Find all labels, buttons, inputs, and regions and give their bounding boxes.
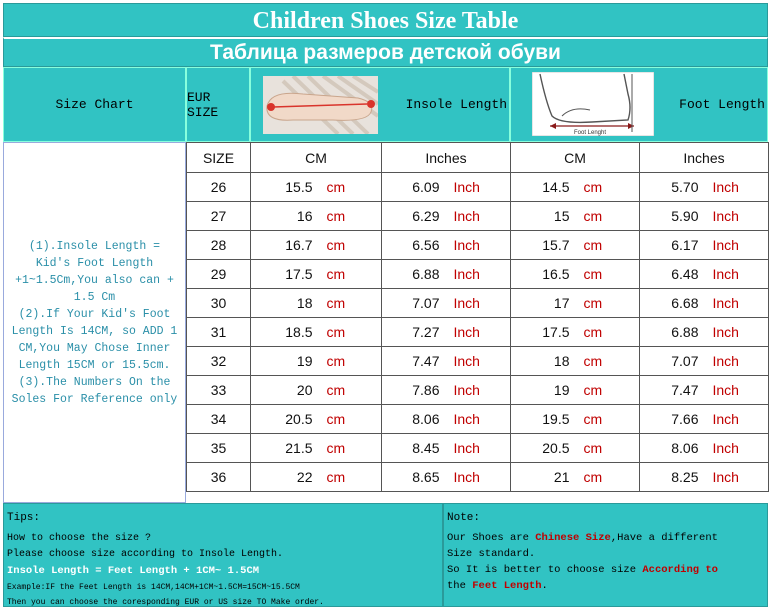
inch-unit: Inch — [446, 260, 511, 289]
insole-cm-value: 18 — [251, 289, 319, 318]
table-row — [187, 318, 769, 347]
cm-unit: cm — [576, 463, 640, 492]
page-title: Children Shoes Size Table — [3, 3, 768, 37]
inch-unit: Inch — [446, 318, 511, 347]
eur-size-header — [186, 67, 250, 142]
foot-inch-value: 5.90 — [640, 202, 705, 231]
size-cell: 34 — [187, 405, 251, 434]
inch-unit: Inch — [446, 463, 511, 492]
size-table — [186, 142, 769, 492]
insole-cm-value: 19 — [251, 347, 319, 376]
note-line: CM,You May Chose Inner — [18, 341, 171, 355]
insole-cm-value: 21.5 — [251, 434, 319, 463]
cm-unit: cm — [576, 405, 640, 434]
note-text: ,Have a different — [610, 532, 718, 544]
note-label: Note: — [447, 512, 481, 524]
insole-inch-value: 7.27 — [382, 318, 446, 347]
foot-inch-value: 6.88 — [640, 318, 705, 347]
note-line: Length Is 14CM, so ADD 1 — [11, 324, 178, 338]
cm-unit: cm — [319, 318, 382, 347]
insole-inch-value: 8.45 — [382, 434, 446, 463]
note-text: the — [447, 580, 473, 592]
table-row — [187, 434, 769, 463]
insole-cm-value: 16 — [251, 202, 319, 231]
note-highlight: Chinese Size — [535, 532, 611, 544]
inch-unit: Inch — [705, 347, 769, 376]
inch-unit: Inch — [705, 202, 769, 231]
col-header-insole-inches: Inches — [382, 143, 511, 173]
table-row — [187, 463, 769, 492]
cm-unit: cm — [319, 260, 382, 289]
inch-unit: Inch — [446, 376, 511, 405]
tips-line: How to choose the size ? — [7, 533, 152, 544]
size-notes — [3, 142, 186, 503]
inch-unit: Inch — [446, 405, 511, 434]
foot-cm-value: 19 — [511, 376, 576, 405]
col-header-size: SIZE — [187, 143, 251, 173]
note-line: (1).Insole Length = — [28, 239, 161, 253]
size-cell: 28 — [187, 231, 251, 260]
cm-unit: cm — [576, 202, 640, 231]
tips-line: Please choose size according to Insole Length. — [7, 549, 284, 560]
tips-label: Tips: — [7, 512, 41, 524]
tips-line: Then you can choose the coresponding EUR or US size TO Make order. — [7, 598, 324, 607]
inch-unit: Inch — [446, 347, 511, 376]
note-line: Soles For Reference only — [11, 392, 178, 406]
foot-image — [532, 72, 654, 136]
note-line: (3).The Numbers On the — [18, 375, 171, 389]
foot-inch-value: 7.07 — [640, 347, 705, 376]
inch-unit: Inch — [446, 289, 511, 318]
size-cell: 36 — [187, 463, 251, 492]
cm-unit: cm — [319, 173, 382, 202]
foot-inch-value: 6.48 — [640, 260, 705, 289]
insole-length-label: Insole Length — [405, 97, 507, 112]
note-text: . — [541, 580, 548, 592]
insole-cm-value: 18.5 — [251, 318, 319, 347]
cm-unit: cm — [319, 463, 382, 492]
inch-unit: Inch — [446, 202, 511, 231]
insole-inch-value: 8.06 — [382, 405, 446, 434]
insole-inch-value: 7.47 — [382, 347, 446, 376]
inch-unit: Inch — [705, 289, 769, 318]
note-text: So It is better to choose size — [447, 564, 643, 576]
cm-unit: cm — [576, 347, 640, 376]
size-cell: 32 — [187, 347, 251, 376]
foot-length-label: Foot Length — [679, 97, 765, 112]
tips-example: Example:IF the Feet Length is 14CM,14CM+1CM~1.5CM=15CM~15.5CM — [7, 583, 300, 592]
size-notes-text — [8, 238, 182, 408]
foot-image-caption: Foot Lenght — [573, 130, 607, 136]
size-cell: 33 — [187, 376, 251, 405]
cm-unit: cm — [319, 231, 382, 260]
table-header-row — [187, 143, 769, 173]
inch-unit: Inch — [705, 405, 769, 434]
foot-inch-value: 7.47 — [640, 376, 705, 405]
note-line — [447, 564, 718, 576]
cm-unit: cm — [319, 405, 382, 434]
inch-unit: Inch — [705, 231, 769, 260]
cm-unit: cm — [319, 202, 382, 231]
cm-unit: cm — [319, 376, 382, 405]
note-line: Length 15CM or 15.5cm. — [18, 358, 171, 372]
table-row — [187, 202, 769, 231]
insole-inch-value: 7.86 — [382, 376, 446, 405]
inch-unit: Inch — [705, 318, 769, 347]
foot-cm-value: 19.5 — [511, 405, 576, 434]
table-row — [187, 289, 769, 318]
foot-inch-value: 6.17 — [640, 231, 705, 260]
insole-inch-value: 7.07 — [382, 289, 446, 318]
size-chart-label: Size Chart — [55, 97, 134, 112]
cm-unit: cm — [576, 289, 640, 318]
cm-unit: cm — [319, 434, 382, 463]
inch-unit: Inch — [446, 434, 511, 463]
inch-unit: Inch — [705, 173, 769, 202]
inch-unit: Inch — [446, 231, 511, 260]
cm-unit: cm — [576, 231, 640, 260]
cm-unit: cm — [576, 434, 640, 463]
note-highlight: Feet Length — [472, 580, 542, 592]
foot-cm-value: 21 — [511, 463, 576, 492]
note-text: Our Shoes are — [447, 532, 536, 544]
table-row — [187, 260, 769, 289]
inch-unit: Inch — [705, 434, 769, 463]
note-line: Size standard. — [447, 548, 536, 560]
insole-inch-value: 6.29 — [382, 202, 446, 231]
foot-cm-value: 16.5 — [511, 260, 576, 289]
table-row — [187, 347, 769, 376]
insole-cm-value: 15.5 — [251, 173, 319, 202]
size-chart-header — [3, 67, 186, 142]
col-header-foot-inches: Inches — [640, 143, 769, 173]
table-row — [187, 231, 769, 260]
cm-unit: cm — [319, 347, 382, 376]
tips-panel — [3, 503, 443, 607]
table-row — [187, 405, 769, 434]
cm-unit: cm — [576, 260, 640, 289]
insole-image — [263, 76, 378, 134]
cm-unit: cm — [576, 318, 640, 347]
size-cell: 31 — [187, 318, 251, 347]
note-line: +1~1.5Cm,You also can + — [15, 273, 174, 287]
eur-size-label: EUR SIZE — [187, 89, 219, 120]
size-cell: 30 — [187, 289, 251, 318]
insole-cm-value: 16.7 — [251, 231, 319, 260]
foot-cm-value: 18 — [511, 347, 576, 376]
note-highlight: According to — [642, 564, 718, 576]
inch-unit: Inch — [705, 463, 769, 492]
size-cell: 29 — [187, 260, 251, 289]
foot-inch-value: 8.06 — [640, 434, 705, 463]
col-header-foot-cm: CM — [511, 143, 640, 173]
page-subtitle: Таблица размеров детской обуви — [3, 37, 768, 67]
foot-cm-value: 15 — [511, 202, 576, 231]
insole-cm-value: 20.5 — [251, 405, 319, 434]
insole-cm-value: 17.5 — [251, 260, 319, 289]
size-cell: 27 — [187, 202, 251, 231]
foot-cm-value: 17 — [511, 289, 576, 318]
col-header-insole-cm: CM — [251, 143, 382, 173]
note-line: Kid's Foot Length — [35, 256, 154, 270]
note-line — [447, 532, 718, 544]
cm-unit: cm — [576, 376, 640, 405]
table-row — [187, 376, 769, 405]
size-cell: 35 — [187, 434, 251, 463]
foot-inch-value: 8.25 — [640, 463, 705, 492]
note-panel — [443, 503, 768, 607]
insole-cm-value: 22 — [251, 463, 319, 492]
foot-inch-value: 5.70 — [640, 173, 705, 202]
tips-formula: Insole Length = Feet Length + 1CM~ 1.5CM — [7, 565, 260, 577]
foot-cm-value: 17.5 — [511, 318, 576, 347]
cm-unit: cm — [576, 173, 640, 202]
inch-unit: Inch — [705, 260, 769, 289]
foot-inch-value: 7.66 — [640, 405, 705, 434]
cm-unit: cm — [319, 289, 382, 318]
foot-cm-value: 14.5 — [511, 173, 576, 202]
note-line: (2).If Your Kid's Foot — [18, 307, 171, 321]
inch-unit: Inch — [705, 376, 769, 405]
foot-cm-value: 20.5 — [511, 434, 576, 463]
insole-cm-value: 20 — [251, 376, 319, 405]
note-line — [447, 580, 548, 592]
size-cell: 26 — [187, 173, 251, 202]
table-row — [187, 173, 769, 202]
insole-inch-value: 8.65 — [382, 463, 446, 492]
insole-inch-value: 6.88 — [382, 260, 446, 289]
insole-inch-value: 6.09 — [382, 173, 446, 202]
inch-unit: Inch — [446, 173, 511, 202]
foot-cm-value: 15.7 — [511, 231, 576, 260]
note-line: 1.5 Cm — [73, 290, 116, 304]
foot-inch-value: 6.68 — [640, 289, 705, 318]
insole-inch-value: 6.56 — [382, 231, 446, 260]
